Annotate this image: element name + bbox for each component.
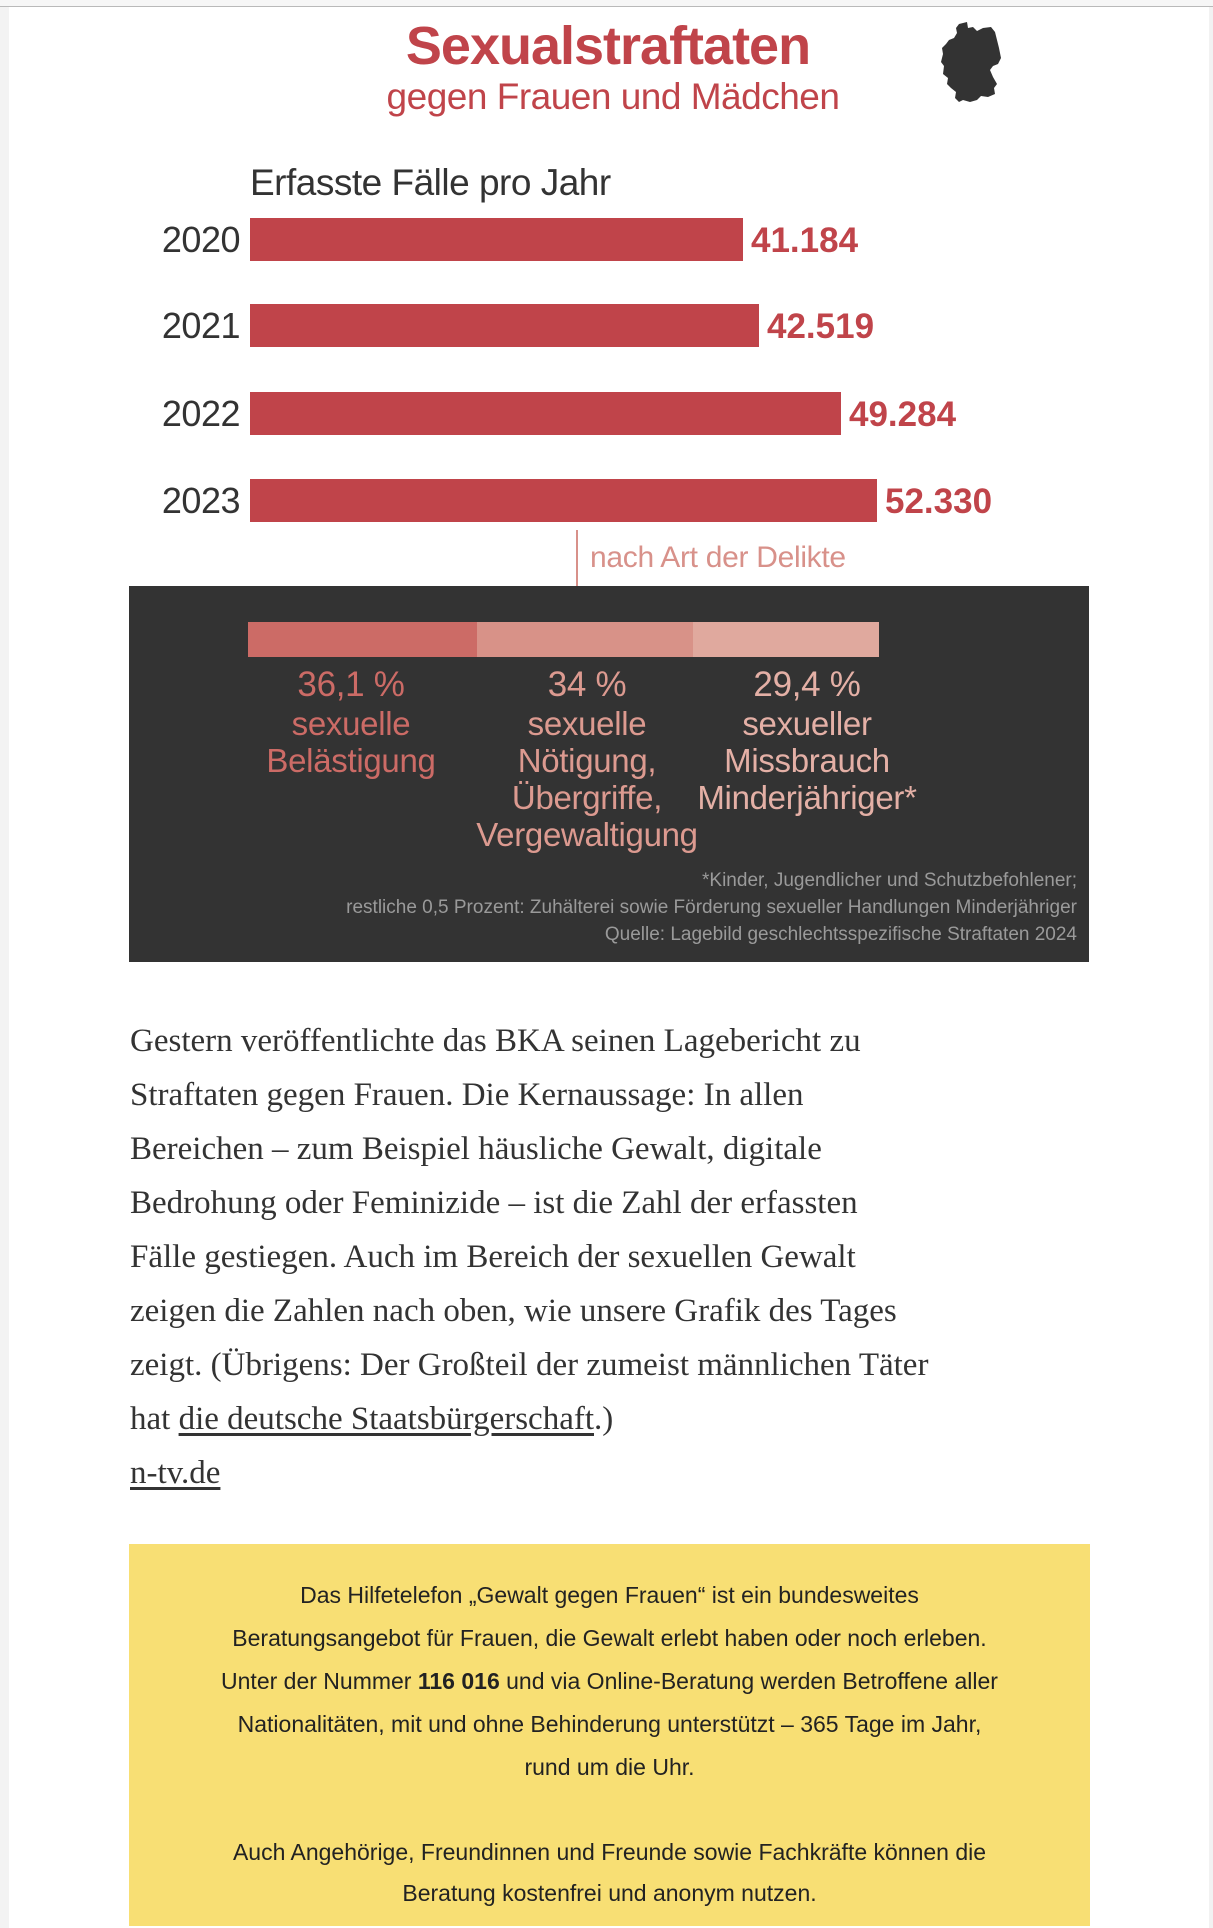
helpline-text-part: und via Online-Beratung werden Betroffene aller	[499, 1668, 998, 1694]
stacked-segment	[248, 622, 477, 657]
segment-label	[467, 665, 707, 853]
segment-category-text: Vergewaltigung	[476, 816, 698, 853]
source-link[interactable]: n-tv.de	[130, 1455, 221, 1491]
helpline-text: Auch Angehörige, Freundinnen und Freunde sowie Fachkräfte können die	[232, 1839, 987, 1865]
article-line: Bedrohung oder Feminizide – ist die Zahl der erfassten	[130, 1185, 858, 1221]
article-line: Straftaten gegen Frauen. Die Kernaussage: In allen	[130, 1077, 804, 1113]
bar-2020	[250, 218, 743, 261]
stacked-segment	[477, 622, 693, 657]
segment-category-text: Übergriffe,	[511, 779, 663, 816]
article-line	[130, 1392, 928, 1446]
article-line: Fälle gestiegen. Auch im Bereich der sexuellen Gewalt	[130, 1239, 856, 1275]
article-paragraph	[130, 1014, 928, 1500]
year-label: 2020	[161, 219, 240, 260]
segment-category-text: sexuelle	[527, 705, 647, 742]
bar-2022	[250, 392, 841, 435]
year-label: 2022	[161, 393, 240, 434]
segment-category-text: Missbrauch	[724, 742, 890, 779]
segment-category-text: Belästigung	[266, 742, 436, 779]
germany-map-icon	[937, 22, 1007, 106]
helpline-text: Beratung kostenfrei und anonym nutzen.	[402, 1880, 817, 1906]
helpline-text: Nationalitäten, mit und ohne Behinderung unterstützt – 365 Tage im Jahr,	[237, 1711, 982, 1737]
segment-percent: 36,1 %	[297, 665, 405, 704]
footnote-line: *Kinder, Jugendlicher und Schutzbefohlener;	[702, 870, 1077, 891]
page-title: Sexualstraftaten	[405, 16, 811, 76]
article-line: Gestern veröffentlichte das BKA seinen Lagebericht zu	[130, 1023, 861, 1059]
breakdown-label: nach Art der Delikte	[590, 541, 846, 574]
citizenship-link[interactable]: die deutsche Staatsbürgerschaft	[178, 1401, 594, 1437]
bar-value-label: 41.184	[751, 221, 859, 260]
bar-2023	[250, 479, 877, 522]
segment-percent: 29,4 %	[753, 665, 861, 704]
article-line: zeigen die Zahlen nach oben, wie unsere Grafik des Tages	[130, 1293, 897, 1329]
chart-title: Erfasste Fälle pro Jahr	[250, 162, 611, 203]
bar-2021	[250, 304, 759, 347]
helpline-text: Beratungsangebot für Frauen, die Gewalt erlebt haben oder noch erleben.	[232, 1625, 987, 1651]
year-label: 2021	[161, 305, 240, 346]
article-line: zeigt. (Übrigens: Der Großteil der zumeist männlichen Täter	[130, 1347, 929, 1383]
article-line	[130, 1446, 928, 1500]
helpline-text: Das Hilfetelefon „Gewalt gegen Frauen“ ist ein bundesweites	[300, 1582, 919, 1608]
scrollbar-track[interactable]	[1209, 7, 1213, 1928]
article-text: hat	[130, 1401, 179, 1437]
year-label: 2023	[161, 480, 240, 521]
top-browser-strip	[0, 0, 1213, 7]
segment-category-text: Minderjähriger*	[697, 779, 917, 816]
article-line: Bereichen – zum Beispiel häusliche Gewalt, digitale	[130, 1131, 822, 1167]
helpline-text: rund um die Uhr.	[524, 1754, 695, 1780]
segment-label	[687, 665, 927, 816]
source-line: Quelle: Lagebild geschlechtsspezifische Straftaten 2024	[604, 924, 1077, 945]
bar-value-label: 49.284	[849, 395, 957, 434]
bar-value-label: 42.519	[767, 307, 875, 346]
page-subtitle: gegen Frauen und Mädchen	[386, 76, 840, 117]
segment-category-text: sexueller	[742, 705, 872, 742]
helpline-text-part: Unter der Nummer	[221, 1668, 418, 1694]
segment-category-text: sexuelle	[291, 705, 411, 742]
helpline-phone-number: 116 016	[417, 1668, 500, 1694]
article-text: .)	[594, 1401, 614, 1437]
bar-value-label: 52.330	[885, 482, 993, 521]
stacked-segment	[693, 622, 879, 657]
footnote-line: restliche 0,5 Prozent: Zuhälterei sowie Förderung sexueller Handlungen Minderjähriger	[346, 897, 1077, 918]
segment-label	[231, 665, 471, 779]
segment-percent: 34 %	[547, 665, 627, 704]
helpline-text	[129, 1660, 1090, 1703]
segment-category-text: Nötigung,	[517, 742, 657, 779]
